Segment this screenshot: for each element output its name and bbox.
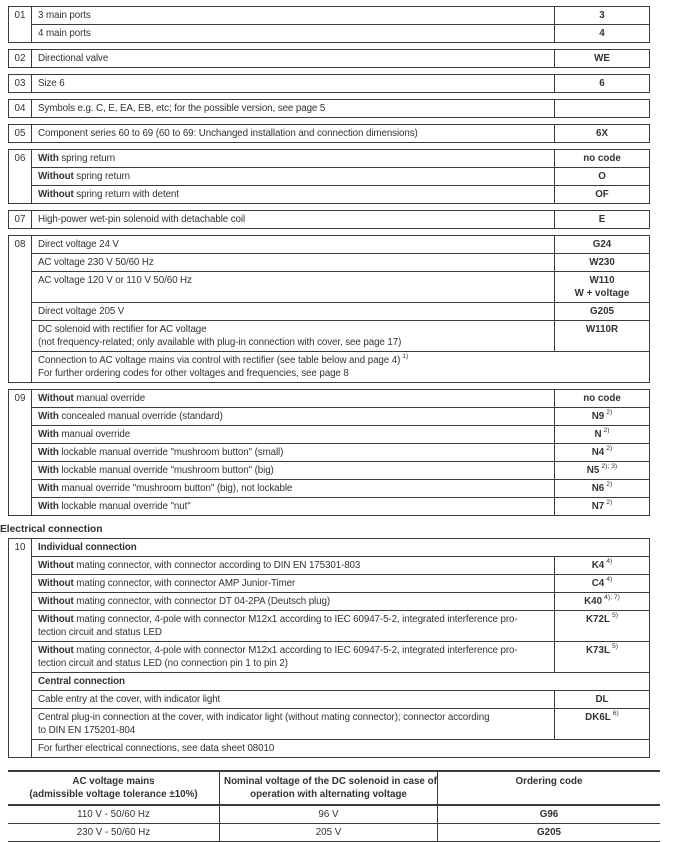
code-line: DL [595,694,609,705]
option-code [554,303,649,320]
group-rows [32,50,649,67]
description-line: Symbols e.g. C, E, EA, EB, etc; for the possible version, see page 5 [38,103,326,114]
group-number: 03 [9,75,32,92]
code-line: K72L $^{5)}$ [585,612,618,625]
option-row [32,740,649,757]
voltage-table-header [8,772,220,804]
option-description [32,709,554,739]
description-line: Without mating connector, with connector according to DIN EN 175301-803 [38,560,361,571]
code-line: N $^{2)}$ [594,427,610,440]
option-code [554,321,649,351]
code-line: N5 $^{2); 3)}$ [586,463,618,476]
group-rows [32,539,649,757]
description-line: With lockable manual override "mushroom button" (small) [38,447,284,458]
option-description [32,352,649,382]
option-code [554,211,649,228]
option-description [32,7,554,24]
description-line: tection circuit and status LED (no connection pin 1 to pin 2) [38,658,288,669]
footnote-ref: 4) [606,576,613,583]
ordering-code-cell: G205 [537,827,561,838]
description-line: With manual override [38,429,131,440]
option-description [32,272,554,302]
option-code [554,390,649,407]
option-row [32,408,649,426]
description-line: Without manual override [38,393,146,404]
description-line: 3 main ports [38,10,91,21]
description-line: AC voltage 120 V or 110 V 50/60 Hz [38,275,192,286]
description-line: Without mating connector, with connector DT 04-2PA (Deutsch plug) [38,596,330,607]
description-line: For further ordering codes for other voltages and frequencies, see page 8 [38,368,349,379]
option-code [554,150,649,167]
electrical-connection-heading: Electrical connection [0,524,103,535]
option-description [32,691,554,708]
option-row [32,642,649,673]
group-number: 10 [9,539,32,757]
group-number: 04 [9,100,32,117]
ordering-group-07 [8,210,650,229]
footnote-ref: 2) [606,499,613,506]
voltage-table-header [438,772,660,804]
ordering-group-03 [8,74,650,93]
option-description [32,50,554,67]
option-row [32,7,649,25]
description-line: With spring return [38,153,116,164]
option-row [32,673,649,691]
option-row [32,462,649,480]
description-line: Connection to AC voltage mains via control with rectifier (see table below and page 4) $^{1)}$ [38,353,409,366]
option-row [32,272,649,303]
option-code [554,25,649,42]
option-description [32,168,554,185]
option-description [32,642,554,672]
option-row [32,254,649,272]
option-row [32,75,649,92]
option-row [32,444,649,462]
option-code [554,75,649,92]
voltage-cell: 205 V [220,824,438,841]
option-code [554,444,649,461]
description-line: AC voltage 230 V 50/60 Hz [38,257,154,268]
option-code [554,186,649,203]
option-row [32,352,649,382]
footnote-ref: 4) [606,558,613,565]
option-description [32,480,554,497]
option-code [554,125,649,142]
group-rows [32,75,649,92]
voltage-table-header [220,772,438,804]
code-line: G24 [592,239,612,250]
option-row [32,211,649,228]
ordering-code-cell: G96 [539,809,559,820]
header-line: operation with alternating voltage [250,789,407,800]
option-description [32,211,554,228]
option-code [554,557,649,574]
code-line: OF [595,189,609,200]
description-line: Without mating connector, with connector AMP Junior-Timer [38,578,296,589]
option-description [32,390,554,407]
ordering-group-04 [8,99,650,118]
group-number: 01 [9,7,32,42]
voltage-table-header-row [8,772,660,806]
option-row [32,321,649,352]
group-rows [32,211,649,228]
footnote-ref: 2); 3) [601,463,618,470]
description-line: Without mating connector, 4-pole with connector M12x1 according to IEC 60947-5-2, integrated interference pro- [38,645,518,656]
option-code [554,691,649,708]
option-code [554,480,649,497]
option-code [554,254,649,271]
header-line: Ordering code [515,776,583,787]
option-row [32,691,649,709]
electrical-connection-table [8,538,650,758]
ordering-group-05 [8,124,650,143]
code-line: K73L $^{5)}$ [585,643,618,656]
group-number: 06 [9,150,32,203]
description-line: Individual connection [38,542,137,553]
description-line: Central plug-in connection at the cover, with indicator light (without mating connector); connector according [38,712,490,723]
code-line: 6X [596,128,608,139]
code-line: K4 $^{4)}$ [591,558,613,571]
option-description [32,236,554,253]
ordering-code-table [8,6,650,516]
option-row [32,125,649,142]
option-row [32,100,649,117]
option-code [554,272,649,302]
voltage-ordering-table [8,770,660,842]
group-number: 08 [9,236,32,382]
ordering-group-06 [8,149,650,204]
option-description [32,150,554,167]
voltage-table-row [8,824,660,842]
code-line: O [598,171,606,182]
option-code [554,642,649,672]
code-line: DK6L $^{6)}$ [585,710,619,723]
code-line: C4 $^{4)}$ [591,576,613,589]
group-number: 02 [9,50,32,67]
description-line: High-power wet-pin solenoid with detachable coil [38,214,246,225]
description-line: tection circuit and status LED [38,627,162,638]
description-line: With concealed manual override (standard) [38,411,223,422]
voltage-cell: 230 V - 50/60 Hz [8,824,220,841]
description-line: to DIN EN 175201-804 [38,725,136,736]
description-line: Direct voltage 24 V [38,239,119,250]
voltage-table-row [8,806,660,824]
option-description [32,25,554,42]
code-line: N7 $^{2)}$ [591,499,613,512]
option-description [32,254,554,271]
option-description [32,125,554,142]
description-line: Central connection [38,676,125,687]
option-row [32,709,649,740]
voltage-cell: 96 V [220,806,438,823]
group-rows [32,150,649,203]
description-line: Component series 60 to 69 (60 to 69: Unchanged installation and connection dimensions) [38,128,418,139]
option-description [32,673,649,690]
description-line: Without spring return with detent [38,189,179,200]
footnote-ref: 4); 7) [604,594,620,601]
option-description [32,408,554,425]
option-code [554,462,649,479]
option-row [32,50,649,67]
group-rows [32,100,649,117]
option-row [32,575,649,593]
description-line: Directional valve [38,53,109,64]
option-description [32,557,554,574]
code-line: K40 $^{4); 7)}$ [584,594,620,607]
option-description [32,611,554,641]
description-line: Direct voltage 205 V [38,306,125,317]
footnote-ref: 2) [606,481,613,488]
code-line: W230 [589,257,615,268]
option-row [32,611,649,642]
option-row [32,390,649,408]
description-line: With manual override "mushroom button" (big), not lockable [38,483,293,494]
footnote-ref: 2) [606,445,613,452]
description-line: With lockable manual override "mushroom button" (big) [38,465,274,476]
description-line: Size 6 [38,78,65,89]
option-code [554,100,649,117]
option-description [32,321,554,351]
ordering-group-10 [8,538,650,758]
ordering-group-09 [8,389,650,516]
code-line: N9 $^{2)}$ [591,409,613,422]
code-line: 3 [599,10,605,21]
option-description [32,539,649,556]
description-line: Without mating connector, 4-pole with connector M12x1 according to IEC 60947-5-2, integrated interference pro- [38,614,518,625]
description-line: For further electrical connections, see data sheet 08010 [38,743,275,754]
option-description [32,186,554,203]
ordering-group-08 [8,235,650,383]
description-line: Without spring return [38,171,130,182]
option-code [554,50,649,67]
code-line: WE [594,53,610,64]
option-description [32,426,554,443]
option-code [554,236,649,253]
code-line: 4 [599,28,605,39]
option-row [32,186,649,203]
option-row [32,539,649,557]
header-line: AC voltage mains [72,776,155,787]
option-description [32,740,649,757]
description-line: (not frequency-related; only available with plug-in connection with cover, see page 17) [38,337,402,348]
option-code [554,709,649,739]
option-code [554,426,649,443]
header-line: Nominal voltage of the DC solenoid in case of [224,776,437,787]
option-row [32,25,649,42]
group-number: 05 [9,125,32,142]
description-line: 4 main ports [38,28,91,39]
group-rows [32,390,649,515]
group-number: 07 [9,211,32,228]
description-line: DC solenoid with rectifier for AC voltage [38,324,207,335]
code-line: no code [583,153,621,164]
option-description [32,444,554,461]
footnote-ref: 2) [606,409,613,416]
option-code [554,168,649,185]
option-description [32,100,554,117]
header-line: (admissible voltage tolerance ±10%) [29,789,198,800]
description-line: With lockable manual override "nut" [38,501,191,512]
option-row [32,498,649,515]
option-code [554,408,649,425]
description-line: Cable entry at the cover, with indicator light [38,694,221,705]
option-description [32,593,554,610]
ordering-group-01 [8,6,650,43]
code-line: N6 $^{2)}$ [591,481,613,494]
footnote-ref: 1) [402,353,409,360]
code-line: E [598,214,606,225]
option-row [32,303,649,321]
group-rows [32,125,649,142]
footnote-ref: 2) [603,427,610,434]
code-line: G205 [590,306,614,317]
code-line: W + voltage [574,288,630,299]
option-row [32,593,649,611]
group-rows [32,236,649,382]
group-rows [32,7,649,42]
option-description [32,462,554,479]
group-number: 09 [9,390,32,515]
code-line: N4 $^{2)}$ [591,445,613,458]
option-row [32,236,649,254]
option-row [32,426,649,444]
option-description [32,575,554,592]
option-row [32,168,649,186]
option-code [554,7,649,24]
option-row [32,150,649,168]
code-line: W110 [589,275,615,286]
footnote-ref: 5) [611,643,618,650]
footnote-ref: 6) [612,710,619,717]
option-code [554,593,649,610]
ordering-group-02 [8,49,650,68]
footnote-ref: 5) [611,612,618,619]
option-code [554,575,649,592]
option-description [32,303,554,320]
option-code [554,611,649,641]
code-line: no code [583,393,621,404]
voltage-cell: 110 V - 50/60 Hz [8,806,220,823]
option-code [554,498,649,515]
option-description [32,75,554,92]
option-description [32,498,554,515]
option-row [32,480,649,498]
code-line: W110R [585,324,619,335]
code-line: 6 [599,78,605,89]
option-row [32,557,649,575]
